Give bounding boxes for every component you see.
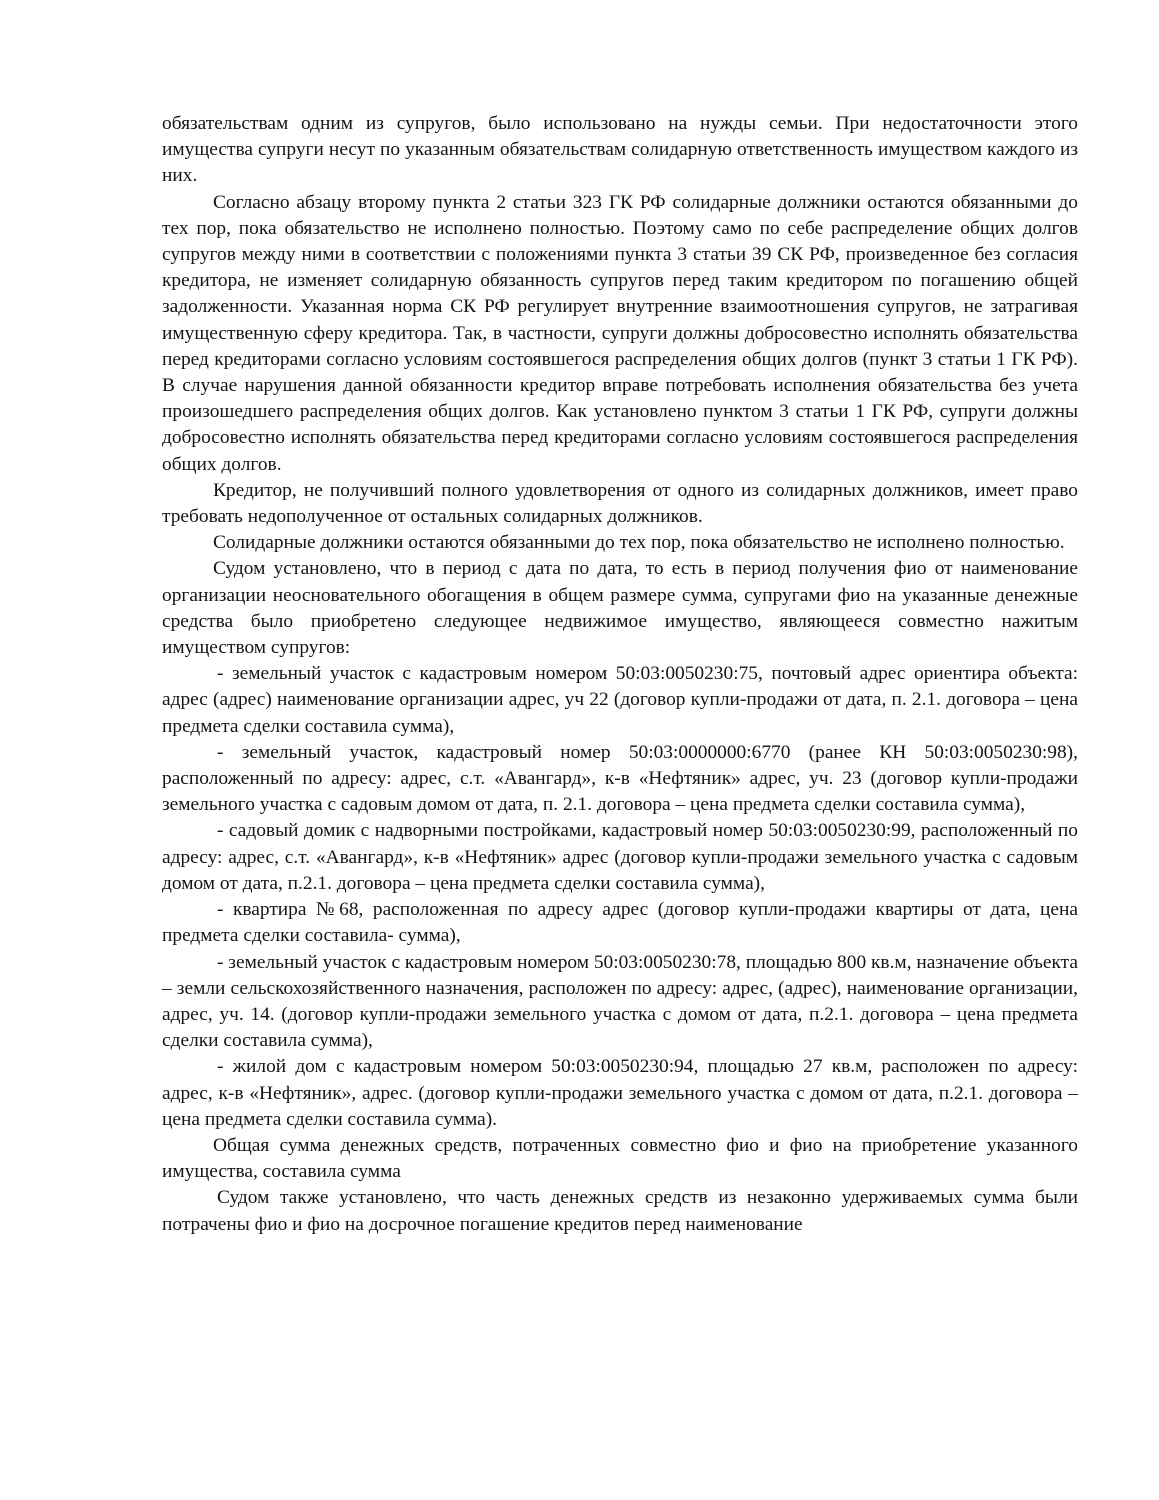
paragraph-3: Кредитор, не получивший полного удовлетворения от одного из солидарных должников, имеет право требовать недополученное от остальных солидарных должников. (162, 479, 1078, 528)
paragraph-1: обязательствам одним из супругов, было использовано на нужды семьи. При недостаточности этого имущества супруги несут по указанным обязательствам солидарную ответственность имуществом каждого из них. (162, 113, 1078, 187)
paragraph-6: Общая сумма денежных средств, потраченных совместно фио и фио на приобретение указанного имущества, составила сумма (162, 1134, 1078, 1183)
list-item-2: - земельный участок, кадастровый номер 50:03:0000000:6770 (ранее КН 50:03:0050230:98), расположенный по адресу: адрес, с.т. «Авангард», к-в «Нефтяник» адрес, уч. 23 (договор купли-продажи земельного участка с садовым домом от дата, п. 2.1. договора – цена предмета сделки составила сумма), (162, 741, 1078, 816)
paragraph-4: Солидарные должники остаются обязанными до тех пор, пока обязательство не исполнено полностью. (213, 532, 1065, 554)
list-item-1: - земельный участок с кадастровым номером 50:03:0050230:75, почтовый адрес ориентира объекта: адрес (адрес) наименование организации адрес, уч 22 (договор купли-продажи от дата, п. 2.1. договора – цена предмета сделки составила сумма), (162, 663, 1078, 737)
paragraph-2: Согласно абзацу второму пункта 2 статьи 323 ГК РФ солидарные должники остаются обязанными до тех пор, пока обязательство не исполнено полностью. Поэтому само по себе распределение общих долгов супругов между ними в соответствии с положениями пункта 3 статьи 39 СК РФ, произведенное без согласия кредитора, не изменяет солидарную обязанность супругов перед таким кредитором по погашению общей задолженности. Указанная норма СК РФ регулирует внутренние взаимоотношения супругов, не затрагивая имущественную сферу кредитора. Так, в частности, супруги должны добросовестно исполнять обязательства перед кредиторами согласно условиям состоявшегося распределения общих долгов (пункт 3 статьи 1 ГК РФ). В случае нарушения данной обязанности кредитор вправе потребовать исполнения обязательства без учета произошедшего распределения общих долгов. Как установлено пунктом 3 статьи 1 ГК РФ, супруги должны добросовестно исполнять обязательства перед кредиторами согласно условиям состоявшегося распределения общих долгов. (162, 191, 1078, 475)
list-item-5: - земельный участок с кадастровым номером 50:03:0050230:78, площадью 800 кв.м, назначение объекта – земли сельскохозяйственного назначения, расположен по адресу: адрес, (адрес), наименование организации, адрес, уч. 14. (договор купли-продажи земельного участка с домом от дата, п.2.1. договора – цена предмета сделки составила сумма), (162, 951, 1078, 1052)
list-item-4: - квартира №68, расположенная по адресу адрес (договор купли-продажи квартиры от дата, цена предмета сделки составила- сумма), (162, 899, 1078, 947)
list-item-3: - садовый домик с надворными постройками, кадастровый номер 50:03:0050230:99, расположенный по адресу: адрес, с.т. «Авангард», к-в «Нефтяник» адрес (договор купли-продажи земельного участка с садовым домом от дата, п.2.1. договора – цена предмета сделки составила сумма), (162, 820, 1078, 894)
document-page (162, 111, 1078, 1238)
list-item-6: - жилой дом с кадастровым номером 50:03:0050230:94, площадью 27 кв.м, расположен по адресу: адрес, к-в «Нефтяник», адрес. (договор купли-продажи земельного участка с домом от дата, п.2.1. договора – цена предмета сделки составила сумма). (162, 1056, 1078, 1130)
paragraph-5: Судом установлено, что в период с дата по дата, то есть в период получения фио от наименование организации неосновательного обогащения в общем размере сумма, супругами фио на указанные денежные средства было приобретено следующее недвижимое имущество, являющееся совместно нажитым имуществом супругов: (162, 558, 1078, 659)
paragraph-7: Судом также установлено, что часть денежных средств из незаконно удерживаемых сумма были потрачены фио и фио на досрочное погашение кредитов перед наименование (162, 1187, 1078, 1235)
